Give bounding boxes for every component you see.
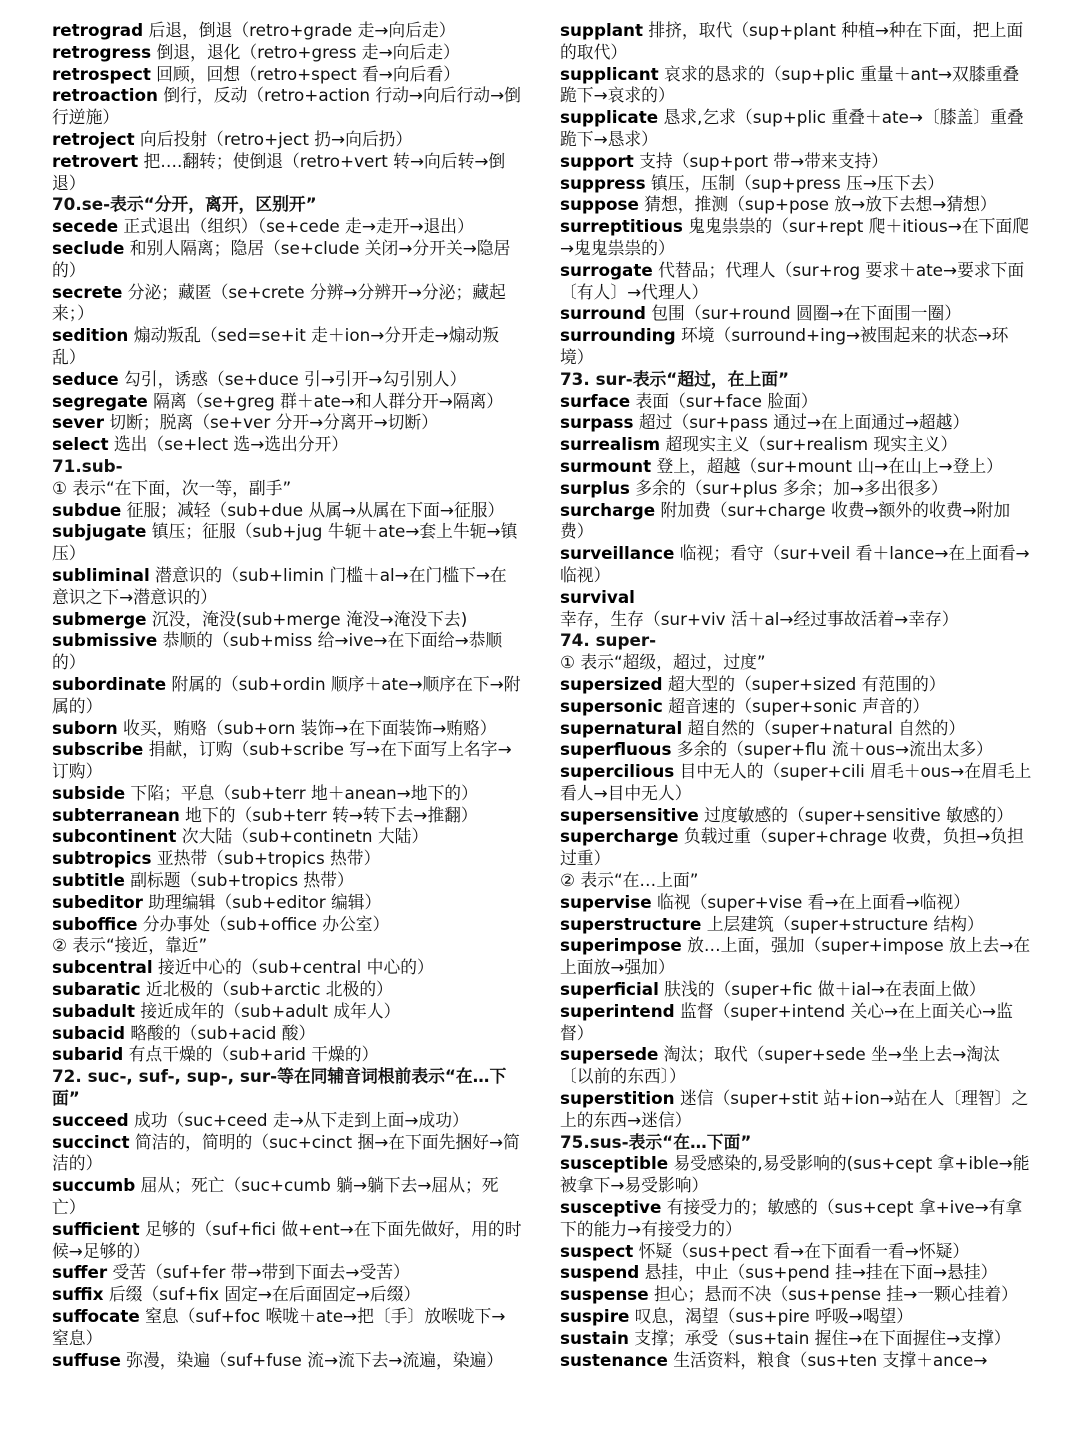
headword: surpass bbox=[560, 412, 634, 433]
headword: superstructure bbox=[560, 913, 702, 934]
headword: suborn bbox=[52, 717, 118, 738]
definition: 过度敏感的（super+sensitive 敏感的） bbox=[698, 804, 1014, 825]
headword: secede bbox=[52, 216, 119, 237]
definition: 附加费（sur+charge 收费→额外的收费→附加费） bbox=[560, 499, 1011, 542]
word-entry bbox=[560, 216, 1032, 260]
headword: retroject bbox=[52, 128, 135, 149]
headword: superintend bbox=[560, 1000, 675, 1021]
section-heading: 71.sub- bbox=[52, 455, 123, 476]
definition: 超过（sur+pass 通过→在上面通过→超越） bbox=[633, 412, 970, 433]
definition: 选出（se+lect 选→选出分开） bbox=[108, 434, 349, 455]
definition: 后退，倒退（retro+grade 走→向后走） bbox=[143, 20, 456, 40]
headword: surface bbox=[560, 390, 631, 411]
definition: 放…上面，强加（super+impose 放上去→在上面放→强加） bbox=[560, 935, 1031, 978]
headword: retrograd bbox=[52, 20, 144, 40]
word-entry bbox=[560, 500, 1032, 544]
definition: 担心；悬而不决（sus+pense 挂→一颗心挂着） bbox=[648, 1284, 1018, 1305]
headword: supernatural bbox=[560, 717, 683, 738]
headword: surveillance bbox=[560, 543, 675, 564]
word-entry bbox=[560, 20, 1032, 64]
headword: subadult bbox=[52, 1000, 136, 1021]
headword: suffix bbox=[52, 1284, 104, 1305]
headword: suppress bbox=[560, 172, 646, 193]
word-entry bbox=[52, 1219, 522, 1263]
definition: 恳求,乞求（sup+plic 重叠＋ate→〔膝盖〕重叠跪下→恳求） bbox=[560, 107, 1024, 149]
word-entry bbox=[52, 391, 522, 413]
definition: 煽动叛乱（sed=se+it 走＋ion→分开走→煽动叛乱） bbox=[52, 325, 500, 367]
definition: 淘汰；取代（super+sede 坐→坐上去→淘汰〔以前的东西〕） bbox=[560, 1044, 1000, 1087]
word-entry bbox=[52, 805, 522, 827]
headword: suffer bbox=[52, 1262, 108, 1283]
definition: 表面（sur+face 脸面） bbox=[630, 390, 818, 411]
headword: succeed bbox=[52, 1109, 129, 1130]
definition: 肤浅的（super+fic 做＋ial→在表面上做） bbox=[658, 979, 986, 1000]
word-entry bbox=[52, 1001, 522, 1023]
headword: surplus bbox=[560, 477, 630, 498]
definition: 分泌；藏匿（se+crete 分辨→分辨开→分泌；藏起来；） bbox=[52, 281, 506, 324]
definition: 沉没，淹没(sub+merge 淹没→淹没下去) bbox=[146, 608, 468, 629]
headword: supersede bbox=[560, 1044, 659, 1065]
headword: suspense bbox=[560, 1284, 649, 1305]
definition: 和别人隔离；隐居（se+clude 关闭→分开关→隐居的） bbox=[52, 237, 511, 280]
word-entry bbox=[52, 1044, 522, 1066]
definition: 收买，贿赂（sub+orn 装饰→在下面装饰→贿赂） bbox=[117, 717, 497, 738]
definition: 代替品；代理人（sur+rog 要求＋ate→要求下面〔有人〕→代理人） bbox=[560, 259, 1025, 302]
definition: 包围（sur+round 圆圈→在下面围一圈） bbox=[645, 303, 962, 324]
headword: subdue bbox=[52, 499, 122, 520]
headword: subterranean bbox=[52, 804, 180, 825]
word-entry bbox=[560, 739, 1032, 761]
definition: 悬挂，中止（sus+pend 挂→挂在下面→悬挂） bbox=[639, 1262, 998, 1283]
word-entry bbox=[560, 1044, 1032, 1088]
definition: 正式退出（组织）（se+cede 走→走开→退出） bbox=[118, 216, 474, 237]
headword: retrospect bbox=[52, 63, 151, 84]
definition: 捐献，订购（sub+scribe 写→在下面写上名字→订购） bbox=[52, 739, 512, 782]
headword: supplicant bbox=[560, 63, 659, 84]
headword: surreptitious bbox=[560, 216, 683, 237]
word-entry bbox=[560, 260, 1032, 304]
word-entry bbox=[560, 674, 1032, 696]
definition: 把….翻转；使倒退（retro+vert 转→向后转→倒退） bbox=[52, 150, 506, 193]
definition: 临视（super+vise 看→在上面看→临视） bbox=[651, 891, 971, 912]
definition: 恭顺的（sub+miss 给→ive→在下面给→恭顺的） bbox=[52, 630, 503, 673]
word-entry bbox=[560, 1306, 1032, 1328]
headword: sustain bbox=[560, 1327, 629, 1348]
definition: 后缀（suf+fix 固定→在后面固定→后缀） bbox=[103, 1284, 421, 1305]
headword: sustenance bbox=[560, 1349, 668, 1370]
headword: succinct bbox=[52, 1131, 130, 1152]
headword: subeditor bbox=[52, 891, 143, 912]
word-entry bbox=[52, 1284, 522, 1306]
word-entry bbox=[52, 238, 522, 282]
word-entry bbox=[560, 194, 1032, 216]
word-entry bbox=[52, 129, 522, 151]
definition: 环境（surround+ing→被围起来的状态→环境） bbox=[560, 325, 1009, 367]
definition: 排挤，取代（sup+plant 种植→种在下面，把上面的取代） bbox=[560, 20, 1024, 62]
headword: supersized bbox=[560, 673, 663, 694]
headword: subjugate bbox=[52, 521, 147, 542]
word-entry bbox=[52, 565, 522, 609]
word-entry bbox=[560, 412, 1032, 434]
definition: 镇压，压制（sup+press 压→压下去） bbox=[645, 172, 945, 193]
definition: 倒行，反动（retro+action 行动→向后行动→倒行逆施） bbox=[52, 85, 521, 128]
headword: secrete bbox=[52, 281, 123, 302]
word-entry bbox=[52, 848, 522, 870]
section-heading: 74. super- bbox=[560, 630, 657, 651]
definition: 超现实主义（sur+realism 现实主义） bbox=[660, 434, 958, 455]
word-entry bbox=[560, 173, 1032, 195]
word-entry bbox=[560, 914, 1032, 936]
section-heading: 75.sus-表示“在…下面” bbox=[560, 1131, 752, 1152]
headword: suboffice bbox=[52, 913, 138, 934]
headword: surrogate bbox=[560, 259, 653, 280]
word-entry bbox=[560, 761, 1032, 805]
headword: surmount bbox=[560, 455, 652, 476]
headword: superimpose bbox=[560, 935, 682, 956]
definition: 回顾，回想（retro+spect 看→向后看） bbox=[150, 63, 460, 84]
definition: 副标题（sub+tropics 热带） bbox=[124, 870, 354, 891]
definition: 地下的（sub+terr 转→转下去→推翻） bbox=[179, 804, 478, 825]
headword: suspect bbox=[560, 1240, 634, 1261]
headword: segregate bbox=[52, 390, 148, 411]
headword: subscribe bbox=[52, 739, 144, 760]
word-entry bbox=[52, 1132, 522, 1176]
headword: subcontinent bbox=[52, 826, 177, 847]
headword: retrovert bbox=[52, 150, 139, 171]
definition: 助理编辑（sub+editor 编辑） bbox=[142, 891, 382, 912]
definition: 镇压；征服（sub+jug 牛轭＋ate→套上牛轭→镇压） bbox=[52, 521, 518, 564]
definition: 接近成年的（sub+adult 成年人） bbox=[135, 1000, 401, 1021]
definition: 超大型的（super+sized 有范围的） bbox=[662, 673, 946, 694]
headword: supersensitive bbox=[560, 804, 699, 825]
definition: 接近中心的（sub+central 中心的） bbox=[152, 957, 434, 978]
word-entry bbox=[52, 20, 522, 42]
definition: 负载过重（super+chrage 收费，负担→负担过重） bbox=[560, 826, 1024, 869]
headword: suppose bbox=[560, 194, 639, 215]
definition: 有接受力的；敏感的（sus+cept 拿+ive→有拿下的能力→有接受力的） bbox=[560, 1197, 1023, 1239]
headword: subarid bbox=[52, 1044, 124, 1065]
word-entry bbox=[560, 434, 1032, 456]
word-entry bbox=[52, 1350, 522, 1372]
definition: 亚热带（sub+tropics 热带） bbox=[151, 848, 381, 869]
word-entry bbox=[560, 696, 1032, 718]
word-entry bbox=[560, 1001, 1032, 1045]
headword: susceptive bbox=[560, 1197, 662, 1218]
headword: supercharge bbox=[560, 826, 679, 847]
definition: 次大陆（sub+continetn 大陆） bbox=[176, 826, 429, 847]
word-entry bbox=[560, 303, 1032, 325]
headword: submissive bbox=[52, 630, 158, 651]
definition: 向后投射（retro+ject 扔→向后扔） bbox=[134, 128, 413, 149]
word-entry bbox=[560, 1197, 1032, 1241]
definition: 成功（suc+ceed 走→从下走到上面→成功） bbox=[128, 1109, 469, 1130]
headword: subtropics bbox=[52, 848, 152, 869]
definition: 生活资料，粮食（sus+ten 支撑＋ance→ bbox=[667, 1349, 988, 1370]
word-entry bbox=[560, 1241, 1032, 1263]
headword: subacid bbox=[52, 1022, 125, 1043]
word-entry bbox=[560, 1350, 1032, 1372]
word-entry bbox=[560, 892, 1032, 914]
headword: submerge bbox=[52, 608, 147, 629]
headword: supercilious bbox=[560, 761, 675, 782]
subsection-heading: ① 表示“在下面，次一等，副手” bbox=[52, 477, 292, 498]
word-entry bbox=[52, 979, 522, 1001]
headword: supplicate bbox=[560, 107, 659, 128]
headword: select bbox=[52, 434, 109, 455]
definition: 目中无人的（super+cili 眉毛＋ous→在眉毛上看人→目中无人） bbox=[560, 761, 1032, 803]
definition: 超音速的（super+sonic 声音的） bbox=[662, 695, 930, 716]
headword: susceptible bbox=[560, 1153, 669, 1174]
word-entry bbox=[52, 718, 522, 740]
word-entry bbox=[52, 914, 522, 936]
definition: 叹息，渴望（sus+pire 呼吸→喝望） bbox=[629, 1306, 914, 1327]
word-entry bbox=[52, 674, 522, 718]
word-entry bbox=[560, 325, 1032, 369]
definition: 监督（super+intend 关心→在上面关心→监督） bbox=[560, 1000, 1013, 1043]
word-entry bbox=[52, 957, 522, 979]
headword: suspire bbox=[560, 1306, 630, 1327]
definition: 屈从；死亡（suc+cumb 躺→躺下去→屈从；死亡） bbox=[52, 1175, 499, 1218]
definition: 登上，超越（sur+mount 山→在山上→登上） bbox=[651, 455, 1003, 476]
word-entry bbox=[52, 870, 522, 892]
headword: sufficient bbox=[52, 1218, 140, 1239]
definition: 征服；减轻（sub+due 从属→从属在下面→征服） bbox=[121, 499, 505, 520]
headword: supersonic bbox=[560, 695, 663, 716]
word-entry bbox=[560, 1328, 1032, 1350]
word-entry bbox=[52, 1023, 522, 1045]
definition: 怀疑（sus+pect 看→在下面看一看→怀疑） bbox=[633, 1240, 970, 1261]
definition: 下陷；平息（sub+terr 地＋anean→地下的） bbox=[125, 782, 478, 803]
definition: 鬼鬼祟祟的（sur+rept 爬＋itious→在下面爬→鬼鬼祟祟的） bbox=[560, 216, 1029, 258]
section-heading: 72. suc-, suf-, sup-, sur-等在同辅音词根前表示“在…下面” bbox=[52, 1066, 507, 1109]
definition: 附属的（sub+ordin 顺序＋ate→顺序在下→附属的） bbox=[52, 673, 521, 716]
headword: subcentral bbox=[52, 957, 153, 978]
definition: 易受感染的,易受影响的(sus+cept 拿+ible→能被拿下→易受影响） bbox=[560, 1153, 1030, 1196]
word-entry bbox=[52, 826, 522, 848]
headword: surrealism bbox=[560, 434, 661, 455]
headword: subliminal bbox=[52, 564, 150, 585]
word-entry bbox=[52, 521, 522, 565]
word-entry bbox=[52, 739, 522, 783]
headword: suffocate bbox=[52, 1306, 140, 1327]
word-entry bbox=[52, 325, 522, 369]
word-entry bbox=[560, 718, 1032, 740]
headword: subaratic bbox=[52, 979, 141, 1000]
definition: 多余的（super+flu 流＋ous→流出太多） bbox=[671, 739, 993, 760]
word-entry bbox=[52, 369, 522, 391]
word-entry bbox=[52, 609, 522, 631]
definition: 隔离（se+greg 群＋ate→和人群分开→隔离） bbox=[147, 390, 504, 411]
headword: sever bbox=[52, 412, 104, 433]
section-heading: 73. sur-表示“超过，在上面” bbox=[560, 368, 790, 389]
word-entry bbox=[52, 85, 522, 129]
definition: 幸存，生存（sur+viv 活＋al→经过事故活着→幸存） bbox=[560, 608, 959, 629]
word-entry bbox=[560, 1262, 1032, 1284]
word-entry bbox=[52, 42, 522, 64]
headword: supplant bbox=[560, 20, 644, 40]
word-entry bbox=[560, 456, 1032, 478]
definition: 支持（sup+port 带→带来支持） bbox=[633, 150, 889, 171]
headword: subside bbox=[52, 782, 126, 803]
definition: 近北极的（sub+arctic 北极的） bbox=[140, 979, 393, 1000]
word-entry bbox=[560, 935, 1032, 979]
definition: 受苦（suf+fer 带→带到下面去→受苦） bbox=[107, 1262, 410, 1283]
word-entry bbox=[52, 783, 522, 805]
word-entry bbox=[52, 412, 522, 434]
headword: suffuse bbox=[52, 1349, 121, 1370]
left-column bbox=[52, 20, 522, 1444]
word-entry bbox=[52, 64, 522, 86]
word-entry bbox=[560, 805, 1032, 827]
headword: sedition bbox=[52, 325, 129, 346]
word-entry bbox=[560, 391, 1032, 413]
headword: surround bbox=[560, 303, 646, 324]
word-entry bbox=[560, 107, 1032, 151]
word-entry bbox=[52, 151, 522, 195]
word-entry bbox=[560, 826, 1032, 870]
subsection-heading: ① 表示“超级，超过，过度” bbox=[560, 652, 766, 673]
subsection-heading: ② 表示“在…上面” bbox=[560, 870, 699, 891]
definition: 分办事处（sub+office 办公室） bbox=[137, 913, 390, 934]
word-entry bbox=[52, 282, 522, 326]
definition: 临视；看守（sur+veil 看＋lance→在上面看→临视） bbox=[560, 543, 1030, 585]
definition: 简洁的，简明的（suc+cinct 捆→在下面先捆好→简洁的） bbox=[52, 1131, 520, 1174]
word-entry bbox=[560, 587, 1032, 631]
definition: 多余的（sur+plus 多余；加→多出很多） bbox=[629, 477, 948, 498]
definition: 哀求的恳求的（sup+plic 重量＋ant→双膝重叠跪下→哀求的） bbox=[560, 63, 1020, 106]
definition: 上层建筑（super+structure 结构） bbox=[701, 913, 984, 934]
headword: superfluous bbox=[560, 739, 672, 760]
word-entry bbox=[52, 500, 522, 522]
word-entry bbox=[560, 1153, 1032, 1197]
definition: 勾引，诱惑（se+duce 引→引开→勾引别人） bbox=[118, 368, 467, 389]
headword: support bbox=[560, 150, 634, 171]
subsection-heading: ② 表示“接近，靠近” bbox=[52, 935, 208, 956]
word-entry bbox=[52, 216, 522, 238]
word-entry bbox=[52, 892, 522, 914]
word-entry bbox=[560, 543, 1032, 587]
definition: 猜想，推测（sup+pose 放→放下去想→猜想） bbox=[638, 194, 997, 215]
headword: supervise bbox=[560, 891, 652, 912]
headword: seclude bbox=[52, 237, 125, 258]
word-entry bbox=[52, 1262, 522, 1284]
headword: retrogress bbox=[52, 41, 152, 62]
definition: 略酸的（sub+acid 酸） bbox=[124, 1022, 316, 1043]
word-entry bbox=[52, 1306, 522, 1350]
word-entry bbox=[560, 151, 1032, 173]
definition: 有点干燥的（sub+arid 干燥的） bbox=[123, 1044, 379, 1065]
definition: 弥漫，染遍（suf+fuse 流→流下去→流遍，染遍） bbox=[120, 1349, 504, 1370]
definition: 迷信（super+stit 站+ion→站在人〔理智〕之上的东西→迷信） bbox=[560, 1088, 1029, 1130]
headword: seduce bbox=[52, 368, 119, 389]
headword: surrounding bbox=[560, 325, 676, 346]
headword: suspend bbox=[560, 1262, 640, 1283]
section-heading: 70.se-表示“分开，离开，区别开” bbox=[52, 194, 317, 215]
headword: subordinate bbox=[52, 673, 167, 694]
definition: 倒退，退化（retro+gress 走→向后走） bbox=[151, 41, 460, 62]
right-column bbox=[560, 20, 1032, 1444]
definition: 窒息（suf+foc 喉咙＋ate→把〔手〕放喉咙下→窒息） bbox=[52, 1306, 506, 1348]
definition: 足够的（suf+fici 做+ent→在下面先做好，用的时候→足够的） bbox=[52, 1218, 522, 1261]
word-entry bbox=[52, 630, 522, 674]
word-entry bbox=[52, 1175, 522, 1219]
word-entry bbox=[560, 979, 1032, 1001]
headword: superficial bbox=[560, 979, 659, 1000]
definition: 支撑；承受（sus+tain 握住→在下面握住→支撑） bbox=[628, 1327, 1011, 1348]
definition: 切断；脱离（se+ver 分开→分离开→切断） bbox=[103, 412, 438, 433]
headword: surcharge bbox=[560, 499, 656, 520]
word-entry bbox=[560, 64, 1032, 108]
word-entry bbox=[52, 434, 522, 456]
headword: superstition bbox=[560, 1088, 675, 1109]
definition: 潜意识的（sub+limin 门槛＋al→在门槛下→在意识之下→潜意识的） bbox=[52, 564, 507, 607]
word-entry bbox=[52, 1110, 522, 1132]
headword: subtitle bbox=[52, 870, 125, 891]
word-entry bbox=[560, 1088, 1032, 1132]
word-entry bbox=[560, 1284, 1032, 1306]
headword: succumb bbox=[52, 1175, 136, 1196]
headword: retroaction bbox=[52, 85, 159, 106]
definition: 超自然的（super+natural 自然的） bbox=[682, 717, 966, 738]
headword: survival bbox=[560, 586, 635, 607]
word-entry bbox=[560, 478, 1032, 500]
